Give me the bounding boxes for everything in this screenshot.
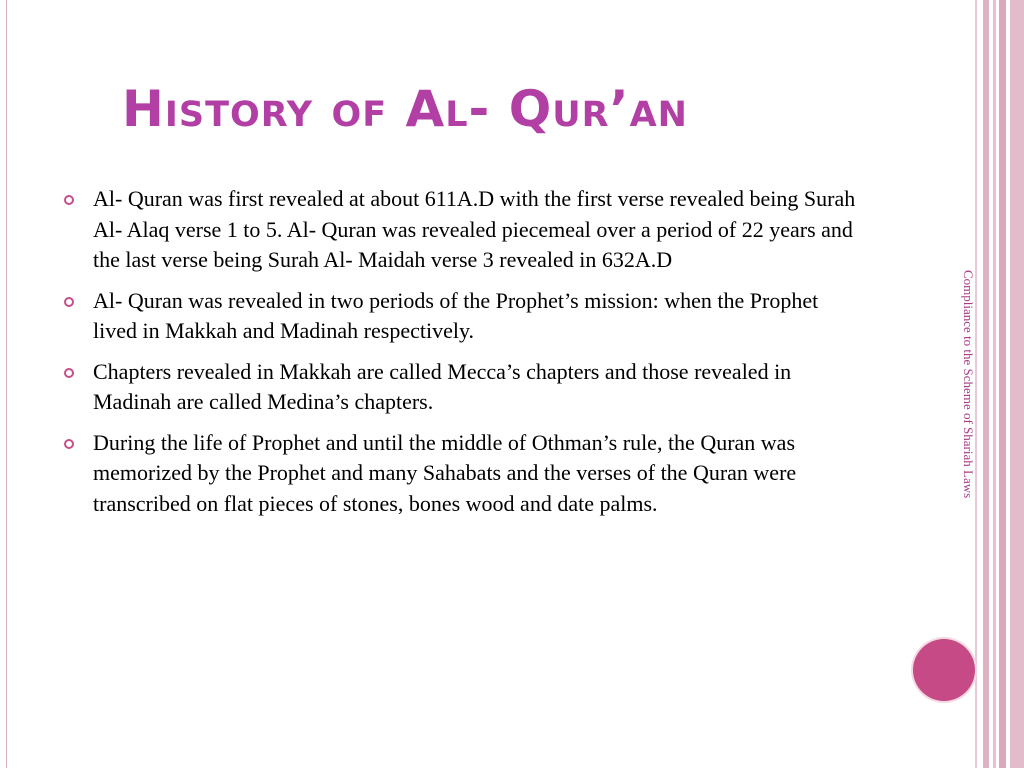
stripe-3 xyxy=(993,0,996,768)
hollow-circle-bullet-icon xyxy=(64,368,74,378)
stripe-5 xyxy=(1010,0,1024,768)
vertical-side-caption: Compliance to the Scheme of Shariah Laws xyxy=(961,270,976,499)
bullet-list xyxy=(60,184,860,529)
bullet-text: Al- Quran was revealed in two periods of the Prophet’s mission: when the Prophet lived in Makkah and Madinah respectively. xyxy=(93,287,819,343)
stripe-2 xyxy=(983,0,989,768)
bullet-item xyxy=(60,286,860,347)
bullet-text: Chapters revealed in Makkah are called Mecca’s chapters and those revealed in Madinah are called Medina’s chapters. xyxy=(93,358,792,414)
hollow-circle-bullet-icon xyxy=(64,195,74,205)
bullet-item xyxy=(60,428,860,520)
filled-circle-decoration-icon xyxy=(913,639,975,701)
bullet-item xyxy=(60,357,860,418)
bullet-text: Al- Quran was first revealed at about 611A.D with the first verse revealed being Surah Al- Alaq verse 1 to 5. Al- Quran was revealed piecemeal over a period of 22 years and the last verse being Surah Al- Maidah verse 3 revealed in 632A.D xyxy=(93,186,856,272)
hollow-circle-bullet-icon xyxy=(64,439,74,449)
hollow-circle-bullet-icon xyxy=(64,297,74,307)
bullet-text: During the life of Prophet and until the middle of Othman’s rule, the Quran was memorized by the Prophet and many Sahabats and the verses of the Quran were transcribed on flat pieces of stones, bones wood and date palms. xyxy=(93,429,797,516)
slide-title: History of Al- Qur’an xyxy=(122,80,688,138)
left-border-line xyxy=(6,0,7,768)
stripe-4 xyxy=(999,0,1006,768)
bullet-item xyxy=(60,184,860,276)
